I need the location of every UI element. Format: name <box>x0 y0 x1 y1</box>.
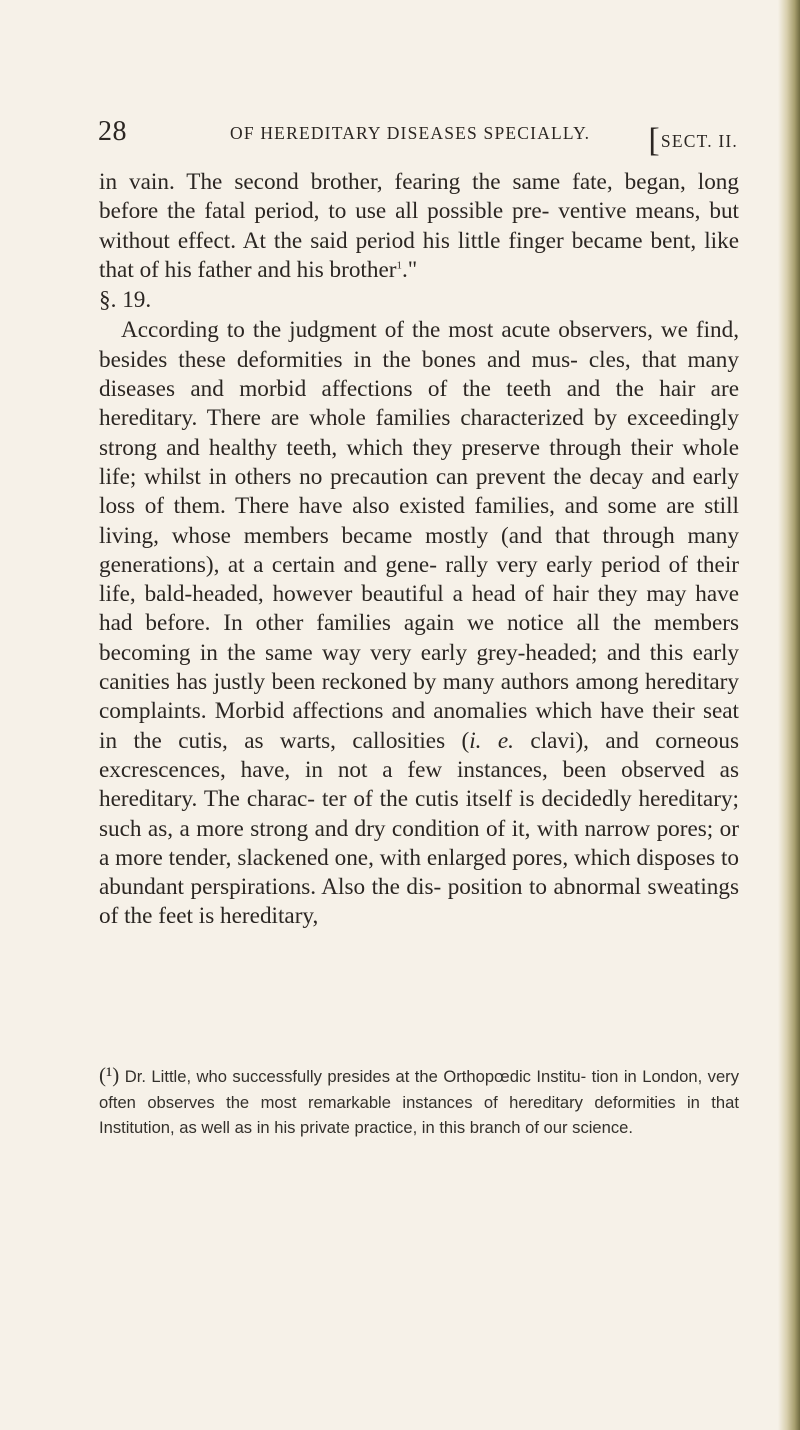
section-reference <box>648 118 738 159</box>
paragraph-1-closing: ." <box>402 256 418 283</box>
body-text <box>99 168 739 932</box>
section-ref-text: SECT. II. <box>660 131 738 151</box>
paragraph-2-italic: i. e. <box>469 727 514 754</box>
footnote-mark: (¹) <box>99 1063 120 1087</box>
footnote <box>99 1063 739 1141</box>
running-title: OF HEREDITARY DISEASES SPECIALLY. <box>230 123 591 143</box>
page-header <box>98 114 738 159</box>
paragraph-1-text: in vain. The second brother, fearing the same fate, began, long before the fatal period, to use all possible pre- ventive means, but without effect. At the said period his little finger became bent, like that of his father and his brother <box>99 169 739 283</box>
bracket-glyph: [ <box>648 122 661 159</box>
page-number: 28 <box>98 116 127 147</box>
paragraph-2 <box>99 316 739 931</box>
section-heading: §. 19. <box>99 287 152 314</box>
paragraph-2-part-2: clavi), and corneous excrescences, have, in not a few instances, been observed as hereditary. The charac- ter of the cutis itself is decidedly hereditary; such as, a more strong and dry condition of it, with narrow pores; or a more tender, slackened one, with enlarged pores, which disposes to abundant perspirations. Also the dis- position to abnormal sweatings of the feet is hereditary, <box>99 727 739 930</box>
paragraph-2-part-1: According to the judgment of the most acute observers, we find, besides these deformities in the bones and mus- cles, that many diseases and morbid affections of the teeth and the hair are hereditary. There are whole families characterized by exceedingly strong and healthy teeth, which they preserve through their whole life; whilst in others no precaution can prevent the decay and early loss of them. There have also existed families, and some are still living, whose members became mostly (and that through many generations), at a certain and gene- rally very early period of their life, bald-headed, however beautiful a head of hair they may have had before. In other families again we notice all the members becoming in the same way very early grey-headed; and this early canities has justly been reckoned by many authors among hereditary complaints. Morbid affections and anomalies which have their seat in the cutis, as warts, callosities ( <box>99 317 739 754</box>
footnote-text: Dr. Little, who successfully presides at the Orthopœdic Institu- tion in London, very often observes the most remarkable instances of hereditary deformities in that Institution, as well as in his private practice, in this branch of our science. <box>99 1067 739 1137</box>
footnote-reference: 1 <box>396 259 402 272</box>
paragraph-continued <box>99 168 739 285</box>
page-edge-shadow <box>778 0 800 1430</box>
